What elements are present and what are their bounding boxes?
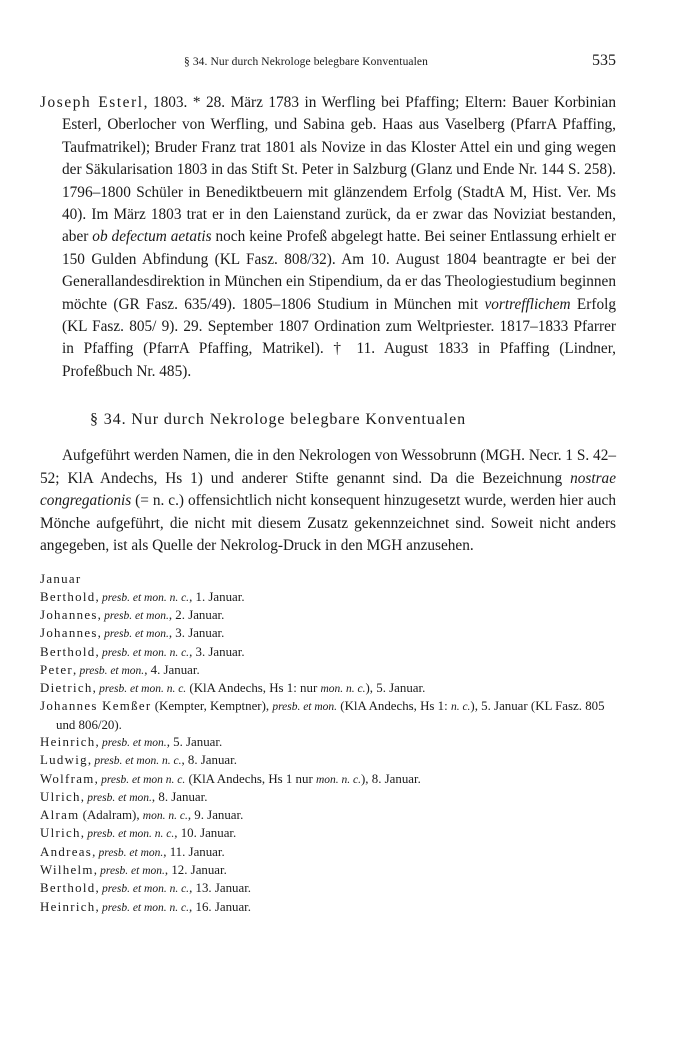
item-text: , 12. Januar.: [164, 863, 227, 878]
item-text: ,: [95, 899, 102, 914]
monk-name: Heinrich: [40, 899, 96, 914]
entry-quoted-phrase: vortrefflichem: [484, 295, 571, 313]
monk-name: Ludwig: [40, 753, 88, 768]
list-item: [40, 662, 616, 680]
monk-name: Ulrich: [40, 789, 81, 804]
monk-name: Wilhelm: [40, 863, 94, 878]
item-text: , 8. Januar.: [181, 753, 237, 768]
list-item: [40, 825, 616, 843]
list-item: [40, 752, 616, 770]
item-title: presb. et mon.: [104, 609, 169, 622]
running-head-title: § 34. Nur durch Nekrologe belegbare Konventualen: [184, 56, 428, 68]
list-item: [40, 844, 616, 862]
item-title: presb. et mon. n. c.: [99, 683, 187, 696]
item-text: ,: [95, 589, 102, 604]
item-text: , 3. Januar.: [189, 644, 245, 659]
item-text: , 3. Januar.: [168, 626, 225, 641]
monk-name: Heinrich: [40, 734, 96, 749]
page-number: 535: [592, 52, 616, 69]
intro-text: Aufgeführt werden Namen, die in den Nekrologen von Wessobrunn (MGH. Necr. 1 S. 42–52; KlA Andechs, Hs 1) und anderer Stifte genannt sind. Da die Bezeichnung: [40, 447, 616, 487]
item-title: presb. et mon. n. c.: [94, 755, 182, 768]
monk-name: Peter: [40, 662, 73, 677]
item-text: , 4. Januar.: [144, 662, 200, 677]
item-text: , 2. Januar.: [168, 607, 225, 622]
item-text: (KlA Andechs, Hs 1 nur: [185, 771, 316, 786]
intro-paragraph: [40, 445, 616, 557]
entry-name: Joseph Esterl: [40, 94, 144, 111]
list-item: [40, 589, 616, 607]
item-title: presb. et mon. n. c.: [101, 901, 190, 914]
item-text: , 11. Januar.: [163, 844, 225, 859]
item-title: mon. n. c.: [315, 773, 362, 786]
list-item: [40, 734, 616, 752]
list-item: [40, 625, 616, 643]
item-text: , 8. Januar.: [151, 789, 208, 804]
section-heading: § 34. Nur durch Nekrologe belegbare Konventualen: [90, 411, 466, 429]
item-text: ,: [97, 607, 105, 622]
item-text: ,: [95, 734, 102, 749]
entry-text: Erfolg (KL Fasz. 805/ 9). 29. September 1807 Ordination zum Weltpriester. 1817–1833 Pfarrer in Pfaffing (PfarrA Pfaffing, Matrikel). † 11. August 1833 in Pfaffing (Lindner, Profeßbuch Nr. 485).: [62, 295, 616, 380]
list-item: [40, 680, 616, 698]
item-text: , 5. Januar.: [166, 734, 223, 749]
item-text: ,: [95, 881, 102, 896]
list-item: [40, 698, 616, 734]
necrology-items: [40, 589, 616, 917]
item-text: , 16. Januar.: [189, 899, 251, 914]
running-head: [40, 50, 616, 74]
item-text: ), 8. Januar.: [361, 771, 421, 786]
month-heading: Januar: [40, 572, 82, 587]
item-text: ,: [87, 753, 95, 768]
item-text: , 13. Januar.: [189, 881, 251, 896]
item-text: ,: [95, 644, 102, 659]
list-item: [40, 862, 616, 880]
item-title: presb. et mon.: [101, 736, 167, 749]
item-text: ,: [93, 863, 101, 878]
entry-text: noch keine Profeß abgelegt hatte. Bei seiner Entlassung erhielt er 150 Gulden Abfindung (KL Fasz. 808/32). Am 10. August 1804 beantragte er bei der Generallandesdirektion in München ein Stipendium, da er das Theologiestudium beginnen möchte (GR Fasz. 635/49). 1805–1806 Studium in München mit: [62, 228, 617, 313]
item-text: ,: [92, 681, 100, 696]
item-text: ), 5. Januar.: [365, 681, 426, 696]
list-item: [40, 771, 616, 789]
monk-name: Berthold: [40, 589, 96, 604]
item-text: ,: [80, 826, 88, 841]
item-text: ,: [92, 844, 99, 859]
item-title: presb. et mon.: [104, 628, 169, 641]
item-title: n. c.: [450, 701, 471, 714]
monk-name: Dietrich: [40, 681, 93, 696]
item-text: ), 5. Januar (KL Fasz. 805 und 806/20).: [56, 699, 605, 732]
item-title: presb. et mon. n. c.: [87, 828, 175, 841]
item-title: presb. et mon. n. c.: [101, 883, 190, 896]
item-text: (KlA Andechs, Hs 1: nur: [186, 681, 321, 696]
item-text: (KlA Andechs, Hs 1:: [337, 699, 451, 714]
monk-name: Wolfram: [40, 771, 95, 786]
monk-name: Berthold: [40, 644, 96, 659]
list-item: [40, 807, 616, 825]
item-title: presb. et mon. n. c.: [101, 646, 190, 659]
monk-name: Ulrich: [40, 826, 81, 841]
item-text: ,: [97, 626, 105, 641]
list-item: [40, 789, 616, 807]
monk-name: Alram: [40, 808, 80, 823]
list-item: [40, 644, 616, 662]
monk-name: Johannes: [40, 626, 98, 641]
monk-name: Berthold: [40, 881, 96, 896]
item-text: (Adalram),: [79, 808, 143, 823]
intro-text: (= n. c.) offensichtlich nicht konsequent hinzugesetzt wurde, werden hier auch Mönche aufgeführt, die nicht mit diesem Zusatz gekennzeichnet sind. Soweit nicht anders angegeben, ist als Quelle der Nekrolog-Druck in den MGH anzusehen.: [40, 492, 616, 554]
monk-name: Johannes: [40, 607, 98, 622]
entry-latin-phrase: ob defectum aetatis: [92, 228, 212, 246]
list-item: [40, 899, 616, 917]
item-text: , 9. Januar.: [187, 808, 244, 823]
item-title: mon. n. c.: [142, 810, 188, 823]
item-title: presb. et mon.: [272, 701, 338, 714]
entry-text: , 1803. * 28. März 1783 in Werfling bei Pfaffing; Eltern: Bauer Korbinian Esterl, Oberlocher von Werfling, und Sabina geb. Haas aus Vaselberg (PfarrA Pfaffing, Taufmatrikel); Bruder Franz trat 1801 als Novize in das Kloster Attel ein und ging wegen der Säkularisation 1803 in das Stift St. Peter in Salzburg (Glanz und Ende Nr. 144 S. 258). 1796–1800 Schüler in Benediktbeuern mit glänzendem Erfolg (StadtA M, Hist. Ver. Ms 40). Im März 1803 trat er in den Laienstand zurück, da er zwar das Noviziat bestanden, aber: [62, 94, 616, 246]
item-title: presb. et mon n. c.: [101, 773, 186, 786]
item-title: mon. n. c.: [320, 683, 366, 696]
item-text: (Kempter, Kemptner),: [151, 699, 273, 714]
item-title: presb. et mon.: [98, 846, 164, 859]
biography-entry: [40, 92, 616, 383]
list-item: [40, 607, 616, 625]
necrology-list: [40, 571, 616, 917]
item-text: ,: [94, 771, 102, 786]
item-title: presb. et mon.: [100, 865, 165, 878]
item-title: presb. et mon. n. c.: [101, 591, 190, 604]
item-text: , 10. Januar.: [174, 826, 237, 841]
monk-name: Johannes Kemßer: [40, 699, 152, 714]
item-text: ,: [80, 789, 88, 804]
item-title: presb. et mon.: [79, 664, 145, 677]
item-text: , 1. Januar.: [189, 589, 245, 604]
list-item: [40, 880, 616, 898]
intro-latin-phrase: nostrae congregationis: [40, 469, 616, 510]
item-text: ,: [73, 662, 80, 677]
item-title: presb. et mon.: [87, 791, 152, 804]
monk-name: Andreas: [40, 844, 93, 859]
